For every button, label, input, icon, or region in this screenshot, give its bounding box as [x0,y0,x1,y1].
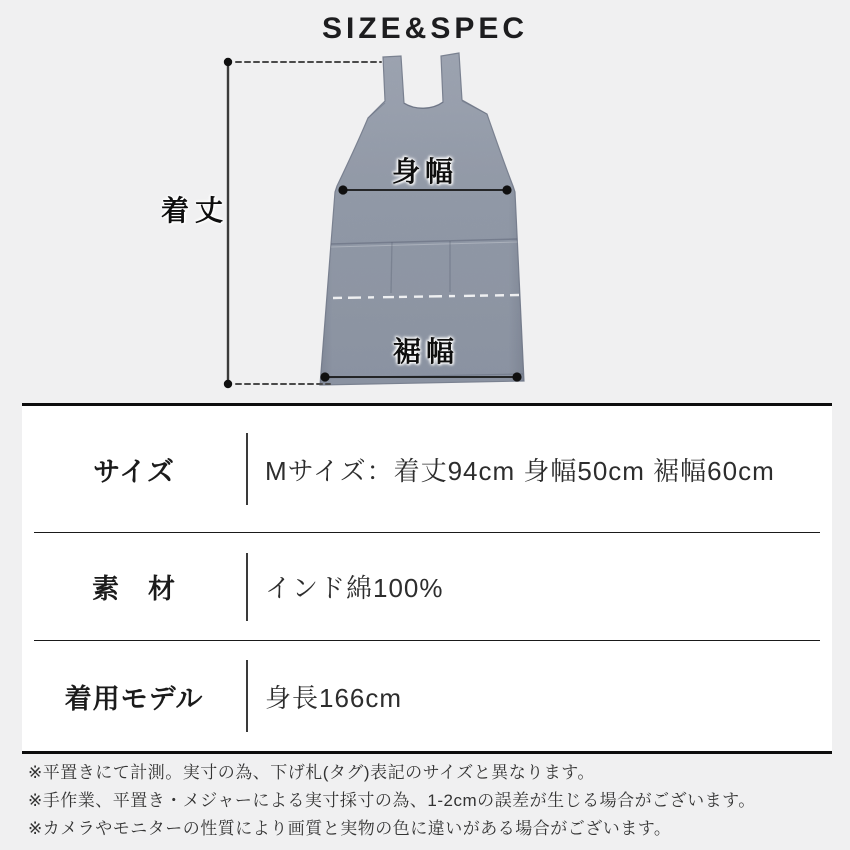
spec-row-material-label: 素 材 [92,574,176,604]
note-measurement: ※平置きにて計測。実寸の為、下げ札(タグ)表記のサイズと異なります。 [28,763,595,782]
apron-size-diagram [0,0,850,410]
length-label: 着丈 [161,195,230,226]
spec-table [22,403,832,754]
spec-row-model-label: 着用モデル [64,683,204,714]
spec-row-size [22,406,832,532]
note-tolerance: ※手作業、平置き・メジャーによる実寸採寸の為、1-2cmの誤差が生じる場合がございます。 [28,791,756,810]
body-width-label: 身幅 [392,156,459,187]
spec-row-material-value: インド綿100% [265,573,444,603]
hem-width-label: 裾幅 [393,336,460,367]
disclaimer-notes [28,759,828,843]
spec-row-material [22,533,832,640]
note-color-difference: ※カメラやモニターの性質により画質と実物の色に違いがある場合がございます。 [28,819,672,838]
page-title: SIZE&SPEC [321,12,529,45]
spec-row-model [22,641,832,751]
spec-row-size-value: Mサイズ：着丈94cm 身幅50cm 裾幅60cm [265,455,775,486]
spec-row-model-value: 身長166cm [265,682,403,713]
spec-row-size-label: サイズ [93,456,175,487]
